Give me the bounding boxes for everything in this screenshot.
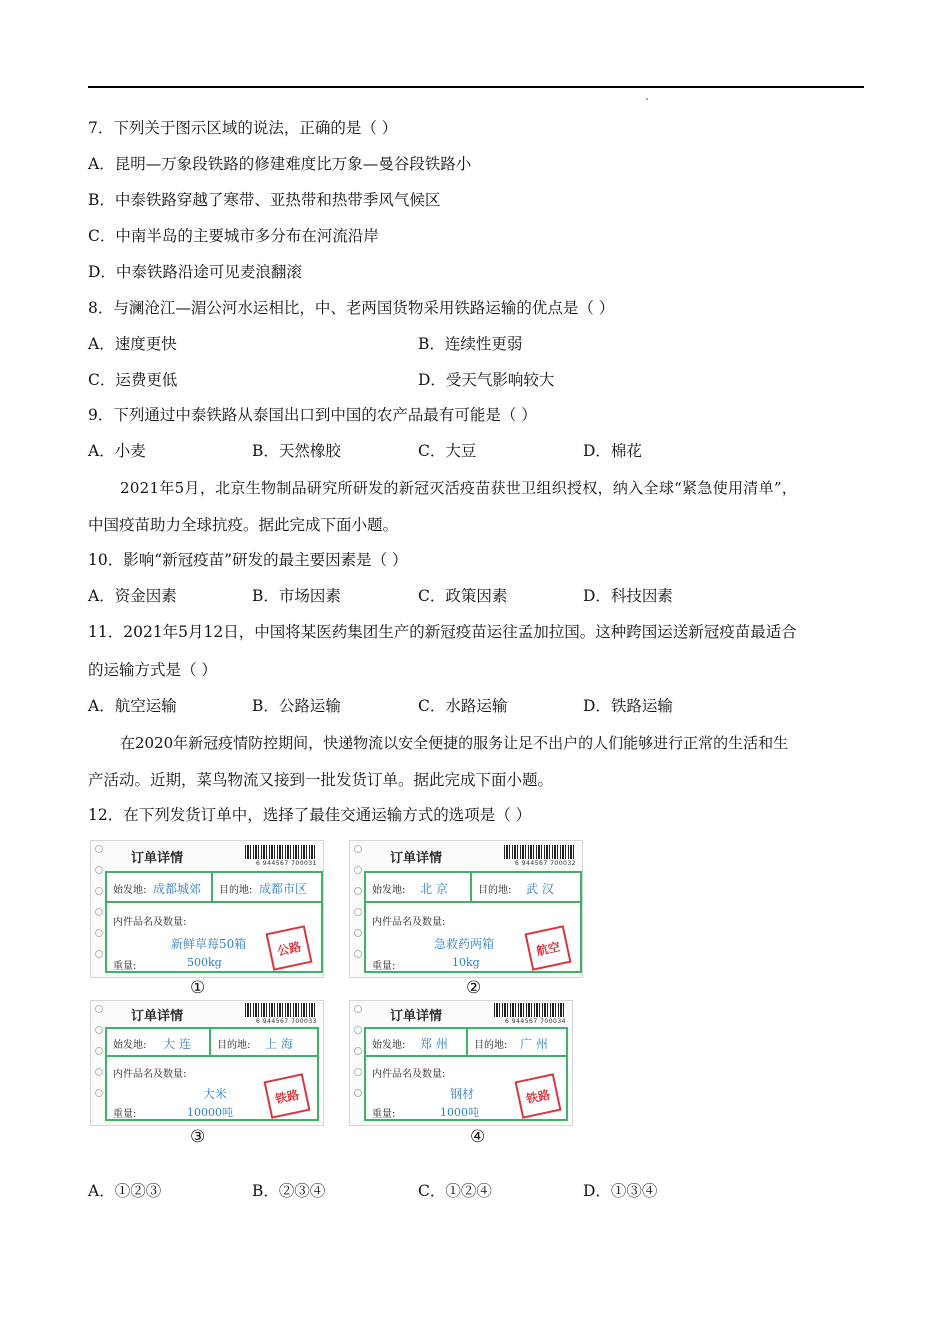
q8-option-c: C．运费更低 — [88, 371, 178, 389]
to-value: 武 汉 — [526, 882, 554, 896]
q11-option-b: B．公路运输 — [252, 697, 341, 715]
order-frame — [364, 871, 582, 973]
from-label: 始发地: — [372, 1040, 406, 1051]
to-label: 目的地: — [474, 1040, 508, 1051]
order-card-2 — [349, 840, 583, 978]
q8-option-d: D．受天气影响较大 — [418, 371, 555, 389]
q9-stem: 9．下列通过中泰铁路从泰国出口到中国的农产品最有可能是（ ） — [88, 406, 537, 424]
q12-stem: 12．在下列发货订单中，选择了最佳交通运输方式的选项是（ ） — [88, 806, 532, 824]
q9-option-a: A．小麦 — [88, 442, 146, 460]
q10-option-c: C．政策因素 — [418, 587, 508, 605]
items-value: 钢材 — [450, 1087, 475, 1101]
stamp-air: 航空 — [524, 925, 571, 970]
items-label: 内件品名及数量: — [113, 1069, 187, 1080]
passage1-line2: 中国疫苗助力全球抗疫。据此完成下面小题。 — [88, 516, 399, 534]
card-holes — [354, 1005, 362, 1121]
barcode-number: 6 944567 700031 — [256, 860, 317, 867]
passage2-line2: 产活动。近期，菜鸟物流又接到一批发货订单。据此完成下面小题。 — [88, 771, 554, 789]
to-value: 上 海 — [265, 1037, 293, 1051]
items-label: 内件品名及数量: — [372, 1069, 446, 1080]
items-label: 内件品名及数量: — [372, 917, 446, 928]
to-label: 目的地: — [219, 885, 253, 896]
stamp-rail: 铁路 — [514, 1073, 561, 1118]
order-number-1: ① — [190, 978, 206, 998]
items-value: 大米 — [203, 1087, 228, 1101]
q12-option-d: D．①③④ — [583, 1182, 658, 1200]
order-frame — [364, 1027, 568, 1121]
order-card-3 — [90, 1000, 324, 1126]
from-label: 始发地: — [372, 885, 406, 896]
q7-option-c: C．中南半岛的主要城市多分布在河流沿岸 — [88, 227, 379, 245]
from-value: 郑 州 — [420, 1037, 448, 1051]
q10-option-d: D．科技因素 — [583, 587, 673, 605]
header-rule — [88, 86, 864, 88]
weight-value: 10000吨 — [187, 1106, 233, 1119]
q11-option-c: C．水路运输 — [418, 697, 508, 715]
order-number-3: ③ — [190, 1127, 206, 1147]
q8-option-b: B．连续性更弱 — [418, 335, 523, 353]
card-holes — [95, 1005, 103, 1121]
to-value: 广 州 — [520, 1037, 548, 1051]
from-label: 始发地: — [113, 1040, 147, 1051]
to-label: 目的地: — [217, 1040, 251, 1051]
order-card-1 — [90, 840, 324, 978]
order-frame — [105, 1027, 319, 1121]
weight-value: 500kg — [187, 956, 222, 969]
q9-option-b: B．天然橡胶 — [252, 442, 341, 460]
order-frame — [105, 871, 323, 973]
q7-option-b: B．中泰铁路穿越了寒带、亚热带和热带季风气候区 — [88, 191, 441, 209]
items-value: 急救药两箱 — [434, 937, 495, 951]
items-label: 内件品名及数量: — [113, 917, 187, 928]
weight-label: 重量: — [113, 1109, 137, 1120]
q8-option-a: A．速度更快 — [88, 335, 177, 353]
order-title: 订单详情 — [131, 1009, 184, 1024]
q11-stem-line1: 11．2021年5月12日，中国将某医药集团生产的新冠疫苗运往孟加拉国。这种跨国运送新冠疫苗最适合 — [88, 623, 797, 641]
q9-option-c: C．大豆 — [418, 442, 477, 460]
q10-option-b: B．市场因素 — [252, 587, 341, 605]
q7-option-d: D．中泰铁路沿途可见麦浪翻滚 — [88, 263, 302, 281]
q10-stem: 10．影响“新冠疫苗”研发的最主要因素是（ ） — [88, 551, 408, 569]
items-value: 新鲜草莓50箱 — [171, 937, 247, 951]
order-number-4: ④ — [470, 1127, 486, 1147]
order-title: 订单详情 — [131, 851, 184, 866]
barcode-icon — [504, 845, 576, 859]
card-holes — [354, 845, 362, 973]
q8-stem: 8．与澜沧江—湄公河水运相比，中、老两国货物采用铁路运输的优点是（ ） — [88, 299, 615, 317]
q12-option-c: C．①②④ — [418, 1182, 492, 1200]
to-value: 成都市区 — [259, 882, 308, 896]
q10-option-a: A．资金因素 — [88, 587, 177, 605]
from-value: 北 京 — [420, 882, 448, 896]
card-holes — [95, 845, 103, 973]
to-label: 目的地: — [478, 885, 512, 896]
header-dot — [646, 98, 648, 100]
q11-option-a: A．航空运输 — [88, 697, 177, 715]
barcode-number: 6 944567 700032 — [515, 860, 576, 867]
stamp-road: 公路 — [265, 925, 312, 970]
order-title: 订单详情 — [390, 851, 443, 866]
from-value: 成都城郊 — [153, 882, 202, 896]
weight-label: 重量: — [372, 961, 396, 972]
stamp-rail: 铁路 — [263, 1073, 310, 1118]
barcode-number: 6 944567 700034 — [505, 1018, 566, 1025]
barcode-icon — [245, 1003, 317, 1017]
q12-option-b: B．②③④ — [252, 1182, 326, 1200]
weight-value: 1000吨 — [440, 1106, 479, 1119]
order-card-4 — [349, 1000, 573, 1126]
passage2-line1: 在2020年新冠疫情防控期间，快递物流以安全便捷的服务让足不出户的人们能够进行正常的生活和生 — [120, 734, 789, 752]
weight-value: 10kg — [452, 956, 480, 969]
weight-label: 重量: — [372, 1109, 396, 1120]
barcode-icon — [494, 1003, 566, 1017]
q12-option-a: A．①②③ — [88, 1182, 162, 1200]
q9-option-d: D．棉花 — [583, 442, 642, 460]
weight-label: 重量: — [113, 961, 137, 972]
from-value: 大 连 — [163, 1037, 191, 1051]
order-title: 订单详情 — [390, 1009, 443, 1024]
from-label: 始发地: — [113, 885, 147, 896]
q11-option-d: D．铁路运输 — [583, 697, 673, 715]
barcode-icon — [245, 845, 317, 859]
q11-stem-line2: 的运输方式是（ ） — [88, 661, 217, 679]
q7-stem: 7．下列关于图示区域的说法，正确的是（ ） — [88, 119, 398, 137]
q7-option-a: A．昆明—万象段铁路的修建难度比万象—曼谷段铁路小 — [88, 155, 472, 173]
order-number-2: ② — [466, 978, 482, 998]
passage1-line1: 2021年5月，北京生物制品研究所研发的新冠灭活疫苗获世卫组织授权，纳入全球“紧急使用清单”， — [120, 479, 798, 497]
barcode-number: 6 944567 700033 — [256, 1018, 317, 1025]
